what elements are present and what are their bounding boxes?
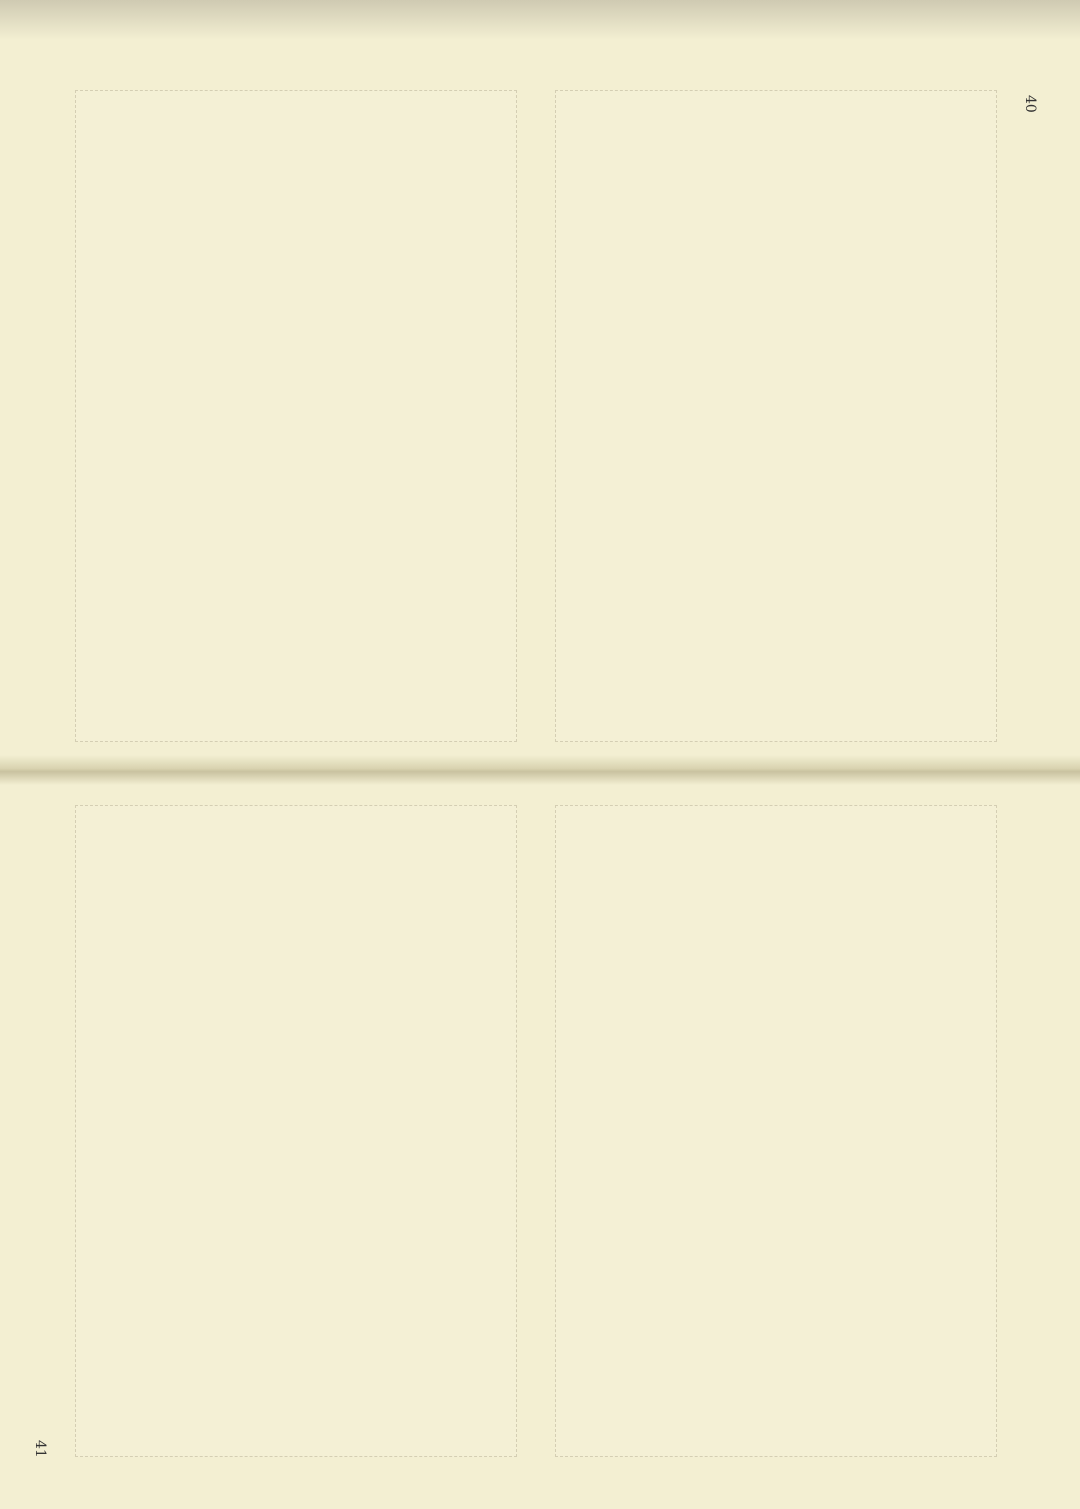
book-gutter	[0, 755, 1080, 785]
page-edge-shadow	[0, 0, 1080, 40]
page-number-40: 40	[1022, 95, 1038, 113]
text-column-upper-left	[75, 90, 517, 742]
text-column-lower-right	[555, 805, 997, 1457]
text-column-lower-left	[75, 805, 517, 1457]
text-column-upper-right	[555, 90, 997, 742]
page-number-41: 41	[32, 1440, 48, 1458]
